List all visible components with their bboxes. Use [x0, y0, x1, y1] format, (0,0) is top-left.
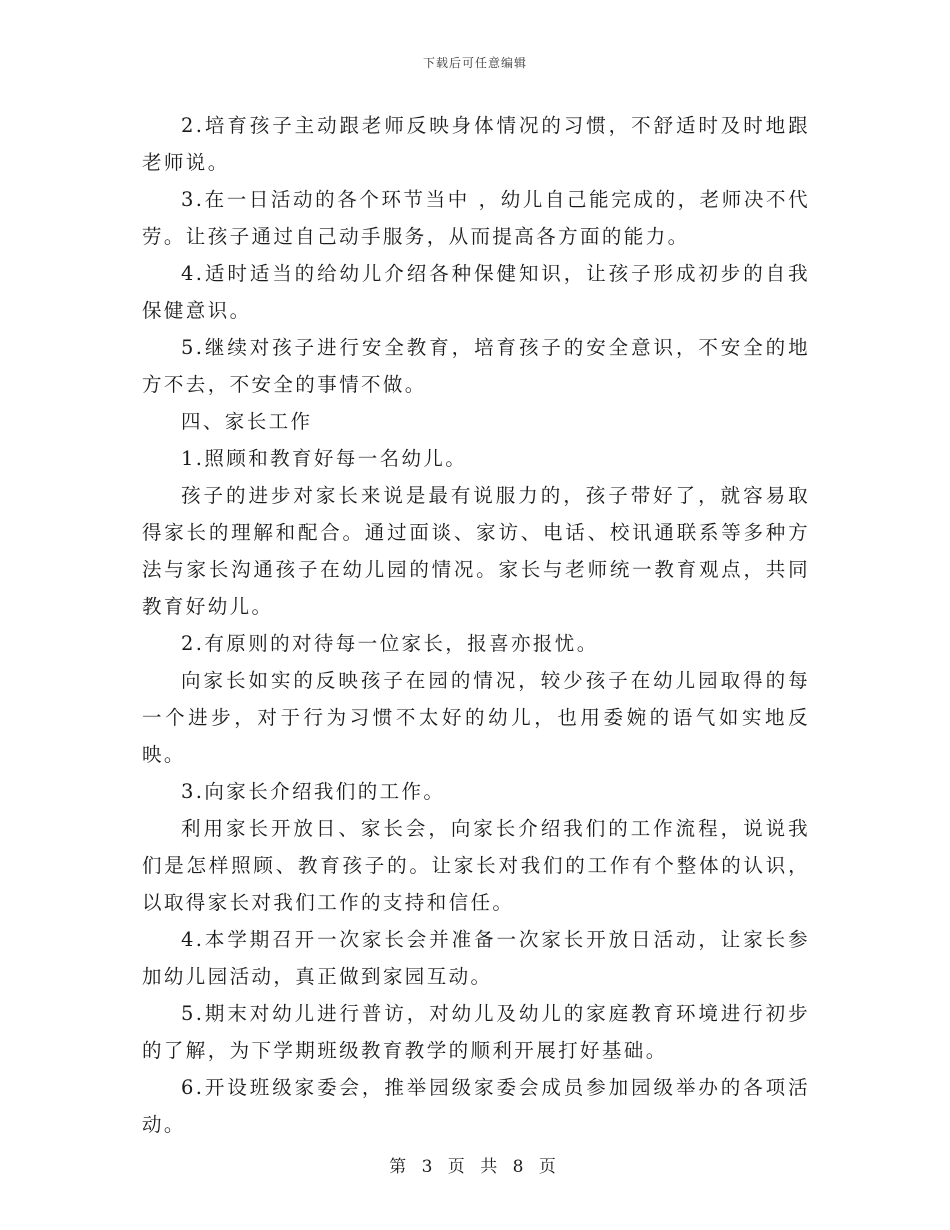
paragraph-open-day: 利用家长开放日、家长会，向家长介绍我们的工作流程，说说我们是怎样照顾、教育孩子的。让家长对我们的工作有个整体的认识，以取得家长对我们工作的支持和信任。 — [142, 817, 810, 914]
paragraph-report-situation: 向家长如实的反映孩子在园的情况，较少孩子在幼儿园取得的每一个进步，对于行为习惯不太好的幼儿，也用委婉的语气如实地反映。 — [142, 669, 810, 766]
paragraph-child-progress: 孩子的进步对家长来说是最有说服力的，孩子带好了，就容易取得家长的理解和配合。通过面谈、家访、电话、校讯通联系等多种方法与家长沟通孩子在幼儿园的情况。家长与老师统一教育观点，共同教育好幼儿。 — [142, 484, 810, 618]
page-header-note: 下载后可任意编辑 — [422, 56, 527, 70]
paragraph-health-habit: 2.培育孩子主动跟老师反映身体情况的习惯，不舒适时及时地跟老师说。 — [142, 114, 810, 174]
paragraph-self-service: 3.在一日活动的各个环节当中 ，幼儿自己能完成的，老师决不代劳。让孩子通过自己动手服务，从而提高各方面的能力。 — [142, 188, 810, 248]
paragraph-treat-parents: 2.有原则的对待每一位家长，报喜亦报忧。 — [181, 632, 599, 655]
page-number: 第 3 页 共 8 页 — [389, 1157, 561, 1177]
section-heading-parent-work: 四、家长工作 — [181, 410, 313, 433]
paragraph-parent-meeting: 4.本学期召开一次家长会并准备一次家长开放日活动，让家长参加幼儿园活动，真正做到家园互动。 — [142, 928, 810, 988]
paragraph-parent-committee: 6.开设班级家委会，推举园级家委会成员参加园级举办的各项活动。 — [142, 1076, 810, 1136]
paragraph-home-visit: 5.期末对幼儿进行普访，对幼儿及幼儿的家庭教育环境进行初步的了解，为下学期班级教育教学的顺利开展打好基础。 — [142, 1002, 810, 1062]
document-body — [142, 107, 810, 1143]
paragraph-safety-education: 5.继续对孩子进行安全教育，培育孩子的安全意识，不安全的地方不去，不安全的事情不做。 — [142, 336, 810, 396]
paragraph-health-knowledge: 4.适时适当的给幼儿介绍各种保健知识，让孩子形成初步的自我保健意识。 — [142, 262, 810, 322]
paragraph-introduce-work: 3.向家长介绍我们的工作。 — [181, 780, 446, 803]
paragraph-care-each-child: 1.照顾和教育好每一名幼儿。 — [181, 447, 468, 470]
